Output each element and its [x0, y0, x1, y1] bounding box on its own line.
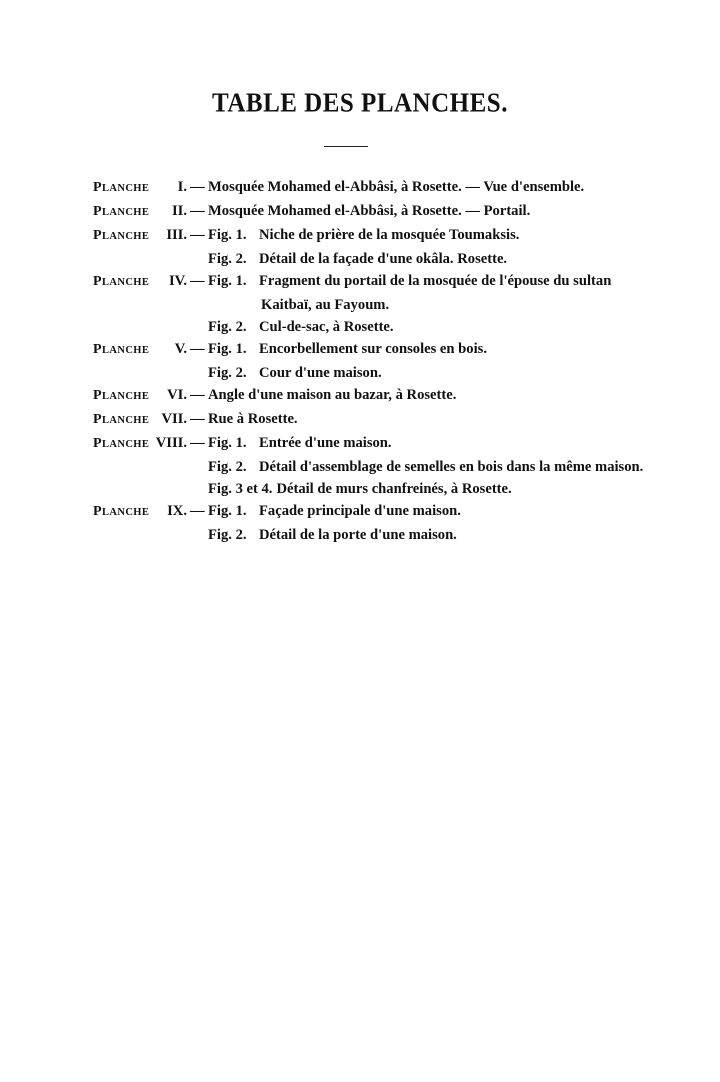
plate-label: PLANCHE — [93, 274, 150, 289]
plate-number: V. — [174, 341, 187, 357]
plate-line — [93, 294, 653, 316]
plate-dash: — — [190, 411, 205, 427]
plate-dash: — — [190, 503, 205, 519]
plate-number: IX. — [167, 503, 187, 519]
plate-label: PLANCHE — [93, 504, 150, 519]
plate-line — [93, 478, 653, 500]
plate-dash: — — [190, 203, 205, 219]
plate-description: Entrée d'une maison. — [259, 435, 392, 451]
plate-description: Encorbellement sur consoles en bois. — [259, 341, 487, 357]
title-rule — [324, 146, 368, 147]
plate-number: VII. — [161, 411, 187, 427]
plate-number: III. — [166, 227, 187, 243]
plate-line — [93, 432, 653, 456]
figure-number: Fig. 2. — [208, 527, 247, 543]
plate-number: VIII. — [155, 435, 187, 451]
figure-number: Fig. 1. — [208, 273, 247, 289]
figure-number: Fig. 2. — [208, 459, 247, 475]
plate-label: PLANCHE — [93, 388, 150, 403]
plate-description: Cul-de-sac, à Rosette. — [259, 319, 394, 335]
plate-line — [93, 338, 653, 362]
figure-number: Fig. 2. — [208, 251, 247, 267]
figure-number: Fig. 2. — [208, 319, 247, 335]
plate-line — [93, 384, 653, 408]
plate-line — [93, 224, 653, 248]
plate-description: Détail de murs chanfreinés, à Rosette. — [276, 481, 512, 497]
plate-description: Détail de la porte d'une maison. — [259, 527, 457, 543]
plate-description: Détail de la façade d'une okâla. Rosette. — [259, 251, 508, 267]
plate-description: Kaitbaï, au Fayoum. — [261, 297, 390, 313]
page-title: TABLE DES PLANCHES. — [212, 88, 508, 119]
plate-dash: — — [190, 227, 205, 243]
figure-number: Fig. 1. — [208, 341, 247, 357]
figure-number: Fig. 2. — [208, 365, 247, 381]
figure-number: Fig. 3 et 4. — [208, 481, 273, 497]
plate-number: II. — [171, 203, 187, 219]
plate-description: Mosquée Mohamed el-Abbâsi, à Rosette. — Portail. — [208, 203, 531, 219]
plate-label: PLANCHE — [93, 436, 150, 451]
plate-line — [93, 500, 653, 524]
figure-number: Fig. 1. — [208, 227, 247, 243]
plate-number: I. — [177, 179, 187, 195]
plate-description: Mosquée Mohamed el-Abbâsi, à Rosette. — Vue d'ensemble. — [208, 179, 585, 195]
plates-list — [93, 176, 653, 546]
plate-line — [93, 176, 653, 200]
plate-line — [93, 248, 653, 270]
plate-description: Fragment du portail de la mosquée de l'épouse du sultan — [259, 273, 612, 289]
plate-number: VI. — [167, 387, 187, 403]
plate-description: Cour d'une maison. — [259, 365, 382, 381]
plate-line — [93, 200, 653, 224]
plate-description: Niche de prière de la mosquée Toumaksis. — [259, 227, 520, 243]
plate-description: Rue à Rosette. — [208, 411, 298, 427]
plate-label: PLANCHE — [93, 342, 150, 357]
plate-line — [93, 456, 653, 478]
plate-label: PLANCHE — [93, 412, 150, 427]
plate-dash: — — [190, 273, 205, 289]
plate-line — [93, 362, 653, 384]
plate-description: Détail d'assemblage de semelles en bois dans la même maison. — [259, 459, 644, 475]
plate-number: IV. — [169, 273, 187, 289]
plate-line — [93, 408, 653, 432]
figure-number: Fig. 1. — [208, 503, 247, 519]
plate-dash: — — [190, 435, 205, 451]
plate-line — [93, 316, 653, 338]
plate-label: PLANCHE — [93, 204, 150, 219]
plate-description: Façade principale d'une maison. — [259, 503, 461, 519]
plate-dash: — — [190, 387, 205, 403]
plate-line — [93, 524, 653, 546]
plate-label: PLANCHE — [93, 180, 150, 195]
figure-number: Fig. 1. — [208, 435, 247, 451]
plate-description: Angle d'une maison au bazar, à Rosette. — [208, 387, 457, 403]
plate-label: PLANCHE — [93, 228, 150, 243]
plate-dash: — — [190, 179, 205, 195]
plate-line — [93, 270, 653, 294]
plate-dash: — — [190, 341, 205, 357]
